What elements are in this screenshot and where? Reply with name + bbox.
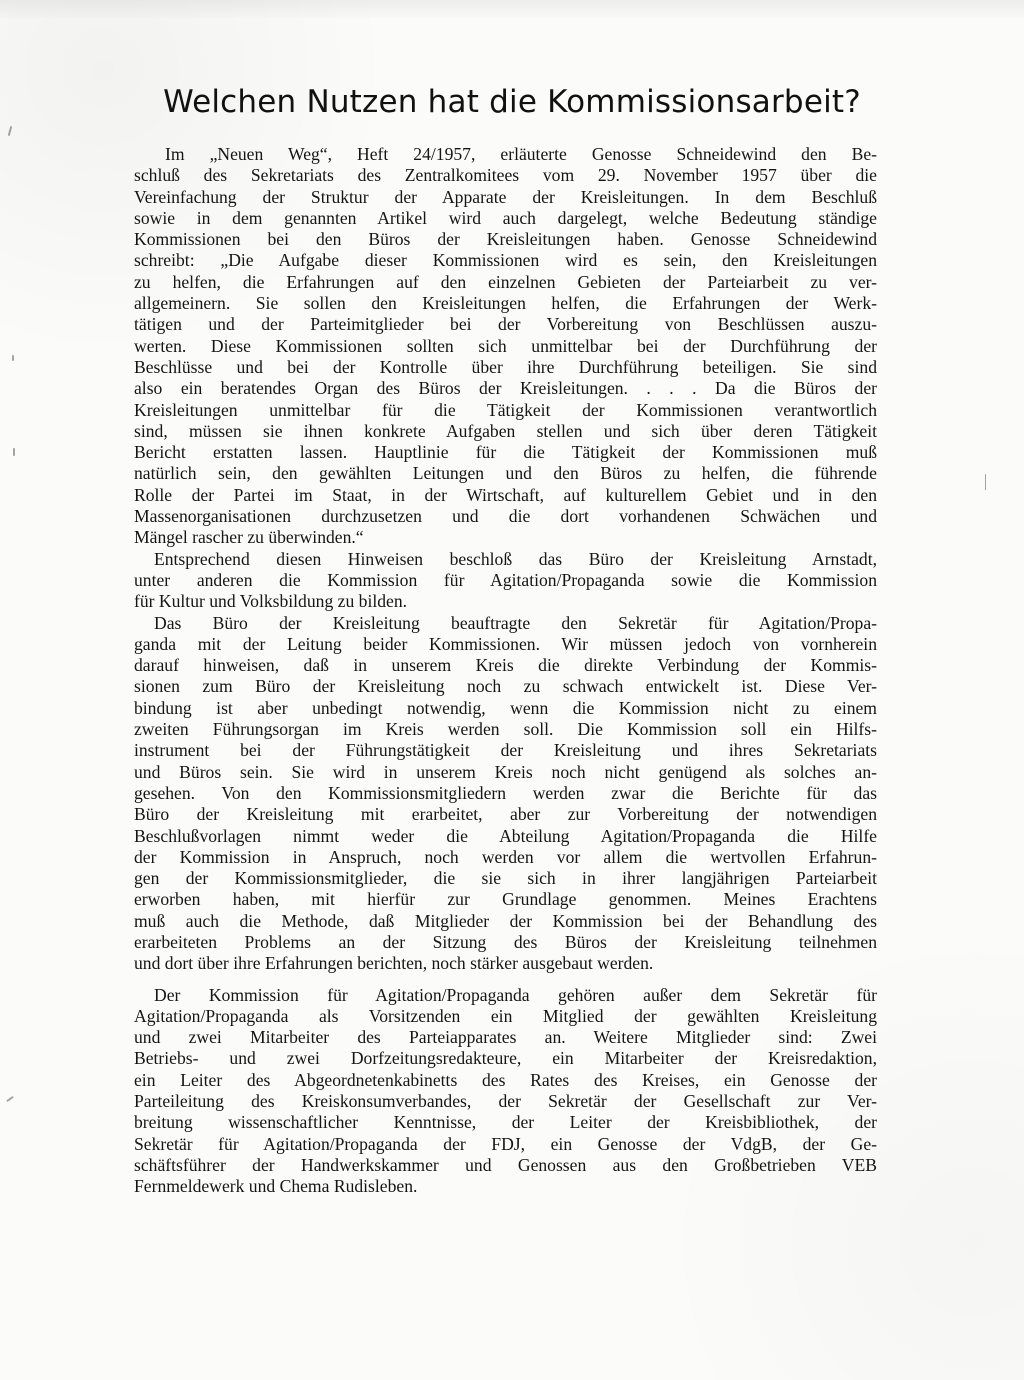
text-line: Kreisleitungen unmittelbar für die Tätigkeit der Kommissionen verantwortlich [134,399,877,420]
margin-mark [8,126,13,136]
text-line: Beschlußvorlagen nimmt weder die Abteilung Agitation/Propaganda die Hilfe [134,825,877,846]
text-line: zu helfen, die Erfahrungen auf den einzelnen Gebieten der Parteiarbeit zu ver- [134,271,877,292]
text-line: Im „Neuen Weg“, Heft 24/1957, erläuterte Genosse Schneidewind den Be- [165,144,877,164]
text-line: gesehen. Von den Kommissionsmitgliedern werden zwar die Berichte für das [134,782,877,803]
paragraph-gap [134,975,877,985]
paragraph-commission-leadership [134,613,877,975]
text-line: erarbeiteten Problems an der Sitzung des Büros der Kreisleitung teilnehmen [134,931,877,952]
text-line: instrument bei der Führungstätigkeit der Kreisleitung und ihres Sekretariats [134,740,877,761]
paragraph-intro [134,144,877,549]
text-line: Das Büro der Kreisleitung beauftragte den Sekretär für Agitation/Propa- [154,612,877,633]
text-line: schäftsführer der Handwerkskammer und Genossen aus den Großbetrieben VEB [134,1154,877,1175]
text-line: sind, müssen sie ihnen konkrete Aufgaben stellen und sich über deren Tätigkeit [134,420,877,441]
text-line: Bericht erstatten lassen. Hauptlinie für die Tätigkeit der Kommissionen muß [134,442,877,463]
margin-mark [12,355,14,361]
text-line: darauf hinweisen, daß in unserem Kreis die direkte Verbindung der Kommis- [134,655,877,676]
margin-mark [13,448,15,456]
text-line: werten. Diese Kommissionen sollten sich unmittelbar bei der Durchführung der [134,335,877,356]
text-line: Fernmeldewerk und Chema Rudisleben. [134,1176,418,1197]
text-line: ganda mit der Leitung beider Kommissionen. Wir müssen jedoch von vornherein [134,633,877,654]
text-line: Vereinfachung der Struktur der Apparate der Kreisleitungen. In dem Beschluß [134,186,877,207]
text-line: unter anderen die Kommission für Agitation/Propaganda sowie die Kommission [134,569,877,590]
text-line: also ein beratendes Organ des Büros der Kreisleitungen. . . . Da die Büros der [134,378,877,399]
text-line: sionen zum Büro der Kreisleitung noch zu schwach entwickelt ist. Diese Ver- [134,676,877,697]
text-line: und zwei Mitarbeiter des Parteiapparates an. Weitere Mitglieder sind: Zwei [134,1027,877,1048]
text-line: ein Leiter des Abgeordnetenkabinetts des Rates des Kreises, ein Genosse der [134,1069,877,1090]
text-line: für Kultur und Volksbildung zu bilden. [134,591,408,612]
text-line: Der Kommission für Agitation/Propaganda gehören außer dem Sekretär für [154,984,877,1005]
text-line: schluß des Sekretariats des Zentralkomitees vom 29. November 1957 über die [134,165,877,186]
text-line: Büro der Kreisleitung mit erarbeitet, aber zur Vorbereitung der notwendigen [134,804,877,825]
text-line: und dort über ihre Erfahrungen berichten, noch stärker ausgebaut werden. [134,953,654,974]
text-line: Kommissionen bei den Büros der Kreisleitungen haben. Genosse Schneidewind [134,229,877,250]
paragraph-arnstadt [134,549,877,613]
text-line: allgemeinern. Sie sollen den Kreisleitungen helfen, die Erfahrungen der Werk- [134,293,877,314]
text-line: Agitation/Propaganda als Vorsitzenden ein Mitglied der gewählten Kreisleitung [134,1005,877,1026]
text-line: tätigen und der Parteimitglieder bei der Vorbereitung von Beschlüssen auszu- [134,314,877,335]
text-line: zweiten Führungsorgan im Kreis werden soll. Die Kommission soll ein Hilfs- [134,719,877,740]
margin-mark [985,474,986,490]
text-line: sowie in dem genannten Artikel wird auch dargelegt, welche Bedeutung ständige [134,207,877,228]
scan-edge [0,0,1024,18]
text-line: Mängel rascher zu überwinden.“ [134,527,364,548]
text-line: schreibt: „Die Aufgabe dieser Kommissionen wird es sein, den Kreisleitungen [134,250,877,271]
article-body [134,144,877,1198]
text-line: breitung wissenschaftlicher Kenntnisse, der Leiter der Kreisbibliothek, der [134,1112,877,1133]
text-line: Sekretär für Agitation/Propaganda der FDJ, ein Genosse der VdgB, der Ge- [134,1133,877,1154]
margin-mark [6,1096,14,1102]
text-line: muß auch die Methode, daß Mitglieder der Kommission bei der Behandlung des [134,910,877,931]
text-line: bindung ist aber unbedingt notwendig, wenn die Kommission nicht zu einem [134,697,877,718]
text-line: Massenorganisationen durchzusetzen und die dort vorhandenen Schwächen und [134,506,877,527]
text-line: der Kommission in Anspruch, noch werden vor allem die wertvollen Erfahrun- [134,846,877,867]
article-title: Welchen Nutzen hat die Kommissionsarbeit? [163,84,861,120]
text-line: Beschlüsse und bei der Kontrolle über ihre Durchführung beteiligen. Sie sind [134,356,877,377]
paragraph-membership [134,985,877,1198]
text-line: Betriebs- und zwei Dorfzeitungsredakteure, ein Mitarbeiter der Kreisredaktion, [134,1048,877,1069]
text-line: gen der Kommissionsmitglieder, die sie sich in ihrer langjährigen Parteiarbeit [134,868,877,889]
text-line: erworben haben, mit hierfür zur Grundlage genommen. Meines Erachtens [134,889,877,910]
text-line: Entsprechend diesen Hinweisen beschloß das Büro der Kreisleitung Arnstadt, [154,548,877,569]
text-line: natürlich sein, den gewählten Leitungen und den Büros zu helfen, die führende [134,463,877,484]
text-line: Parteileitung des Kreiskonsumverbandes, der Sekretär der Gesellschaft zur Ver- [134,1091,877,1112]
text-line: Rolle der Partei im Staat, in der Wirtschaft, auf kulturellem Gebiet und in den [134,484,877,505]
text-line: und Büros sein. Sie wird in unserem Kreis noch nicht genügend als solches an- [134,761,877,782]
